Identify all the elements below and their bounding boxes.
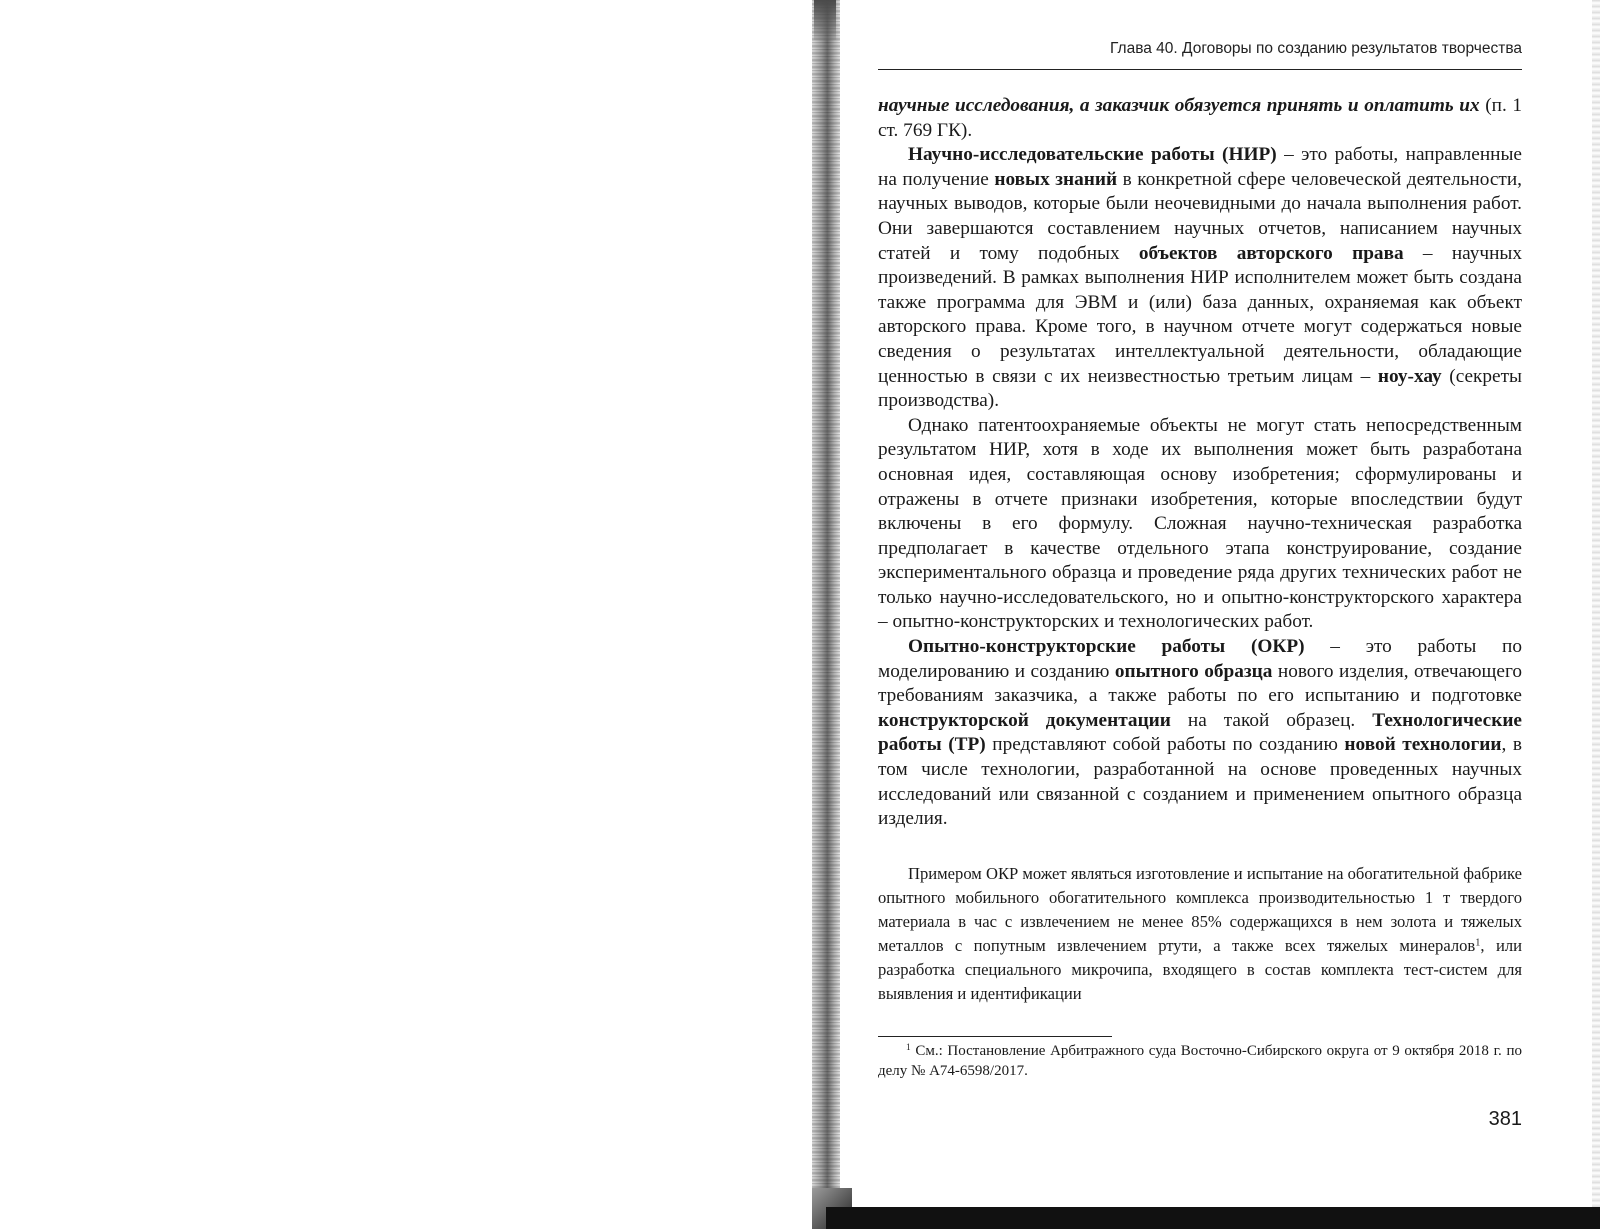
paragraph-3: Однако патентоохраняемые объекты не могут стать непосредственным результатом НИР, хотя в ходе их выполнения может быть разработана основная идея, составляющая основу изобретения; сформулированы и отражены в отчете признаки изобретения, которые впоследствии будут включены в его формулу. Сложная научно-техническая разработка предполагает в качестве отдельного этапа конструирование, создание экспериментального образца и проведение ряда других технических работ не только научно-исследовательского, но и опытно-конструкторского характера – опытно-конструкторских и технологических работ.	[878, 414, 1522, 633]
paragraph-2	[878, 143, 1522, 414]
spine-top-shadow	[814, 0, 836, 40]
text-run: (секреты производства).	[878, 365, 1522, 412]
footnote-text: См.: Постановление Арбитражного суда Восточно-Сибирского округа от 9 октября 2018 г. по делу № А74-6598/2017.	[878, 1043, 1522, 1079]
term-tr: Технологические работы (ТР)	[878, 709, 1522, 756]
text-run: – это работы, направленные на получение	[878, 144, 1522, 190]
page-number: 381	[1488, 1108, 1522, 1130]
scan-bottom-band	[826, 1207, 1600, 1229]
footnote-ref: 1	[1475, 937, 1481, 949]
header-rule	[878, 69, 1522, 70]
term-new-technology: новой технологии	[1344, 734, 1502, 756]
text-run: на такой образец.	[1170, 709, 1373, 731]
text-run: – это работы по моделированию и созданию	[878, 636, 1522, 682]
footnote-mark: 1	[906, 1042, 911, 1053]
text-run: – научных произведений. В рамках выполнения НИР исполнителем может быть создана также программа для ЭВМ и (или) база данных, охраняемая как объект авторского права. Кроме того, в научном отчете могут содержаться новые сведения о результатах интеллектуальной деятельности, обладающие ценностью в связи с их неизвестностью третьим лицам –	[878, 242, 1522, 387]
text-run: (п. 1 ст. 769 ГК).	[878, 95, 1522, 141]
example-text	[878, 862, 1522, 1006]
text-run: представляют собой работы по созданию	[985, 734, 1345, 756]
text-run: , или разработка специального микрочипа, входящего в состав комплекта тест-систем для выявления и идентификации	[878, 936, 1522, 1003]
term-prototype: опытного образца	[1114, 660, 1273, 682]
text-run: Примером ОКР может являться изготовление и испытание на обогатительной фабрике опытного мобильного обогатительного комплекса производительностью 1 т твердого материала в час с извлечением не менее 85% содержащихся в нем золота и тяжелых металлов с попутным извлечением ртути, а также всех тяжелых минералов	[878, 864, 1522, 955]
running-header: Глава 40. Договоры по созданию результатов творчества	[1110, 40, 1522, 57]
paragraph-5	[878, 862, 1522, 1006]
term-new-knowledge: новых знаний	[994, 168, 1118, 190]
text-run: в конкретной сфере человеческой деятельности, научных выводов, которые были неочевидными до начала выполнения работ. Они завершаются составлением научных отчетов, написанием научных статей и тому подобных	[878, 168, 1522, 264]
term-nir: Научно-исследовательские работы (НИР)	[908, 144, 1277, 166]
term-know-how: ноу-хау	[1377, 365, 1442, 387]
book-spine-shadow	[812, 0, 840, 1229]
term-okr: Опытно-конструкторские работы (ОКР)	[908, 636, 1305, 658]
page-right-edge	[1592, 0, 1600, 1207]
term-design-docs: конструкторской документации	[878, 709, 1171, 731]
text-run: , в том числе технологии, разработанной на основе проведенных научных исследований или связанной с созданием и применением опытного образца изделия.	[878, 734, 1522, 830]
emphasis-text: научные исследования, а заказчик обязуется принять и оплатить их	[878, 95, 1480, 116]
text-run: нового изделия, отвечающего требованиям заказчика, а также работы по его испытанию и подготовке	[878, 660, 1523, 707]
footnote-rule	[878, 1036, 1112, 1037]
paragraph-4	[878, 635, 1522, 832]
term-copyright-objects: объектов авторского права	[1138, 242, 1404, 264]
footnote	[878, 1041, 1522, 1081]
main-text	[878, 94, 1522, 832]
paragraph-1	[878, 94, 1522, 143]
